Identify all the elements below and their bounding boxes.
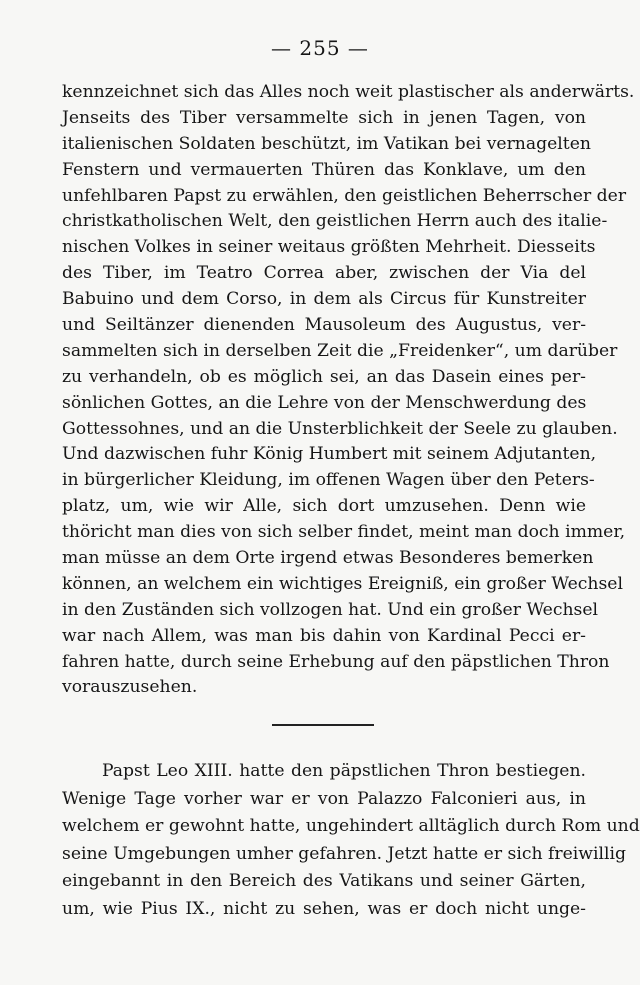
text-line: man müsse an dem Orte irgend etwas Besonderes bemerken — [62, 548, 594, 569]
text-line: welchem er gewohnt hatte, ungehindert alltäglich durch Rom und — [62, 816, 640, 836]
text-line: können, an welchem ein wichtiges Ereigniß, ein großer Wechsel — [62, 573, 623, 594]
text-line: kennzeichnet sich das Alles noch weit plastischer als anderwärts. — [62, 82, 635, 102]
text-line: eingebannt in den Bereich des Vatikans und seiner Gärten, — [62, 871, 586, 891]
text-line: nischen Volkes in seiner weitaus größten Mehrheit. Diesseits — [62, 237, 596, 258]
text-line: Jenseits des Tiber versammelte sich in jenen Tagen, von — [62, 107, 586, 128]
text-line: Und dazwischen fuhr König Humbert mit seinem Adjutanten, — [62, 444, 597, 465]
text-line: in den Zuständen sich vollzogen hat. Und ein großer Wechsel — [62, 599, 599, 620]
paragraph-2 — [62, 758, 640, 923]
text-line: Fenstern und vermauerten Thüren das Konklave, um den — [62, 159, 586, 180]
text-line: zu verhandeln, ob es möglich sei, an das Dasein eines per- — [62, 366, 586, 387]
text-line: christkatholischen Welt, den geistlichen Herrn auch des italie- — [62, 211, 608, 232]
text-line: Wenige Tage vorher war er von Palazzo Falconieri aus, in — [62, 788, 586, 809]
text-line: sammelten sich in derselben Zeit die „Freidenker“, um darüber — [62, 340, 618, 361]
text-line: war nach Allem, was man bis dahin von Kardinal Pecci er- — [62, 625, 586, 646]
text-line: Gottessohnes, und an die Unsterblichkeit der Seele zu glauben. — [62, 418, 618, 439]
section-divider — [272, 724, 374, 726]
text-line: italienischen Soldaten beschützt, im Vatikan bei vernagelten — [62, 133, 591, 154]
text-line: unfehlbaren Papst zu erwählen, den geistlichen Beherrscher der — [62, 185, 627, 206]
text-line: fahren hatte, durch seine Erhebung auf den päpstlichen Thron — [62, 651, 610, 672]
page-number: — 255 — — [271, 36, 369, 60]
text-line: Babuino und dem Corso, in dem als Circus für Kunstreiter — [62, 289, 586, 310]
text-line: Papst Leo XIII. hatte den päpstlichen Thron bestiegen. — [102, 761, 586, 781]
text-line: thöricht man dies von sich selber findet, meint man doch immer, — [62, 522, 626, 543]
text-line: um, wie Pius IX., nicht zu sehen, was er doch nicht unge- — [62, 898, 586, 919]
text-line: sönlichen Gottes, an die Lehre von der Menschwerdung des — [62, 392, 587, 413]
paragraph-1 — [62, 80, 635, 701]
text-line: in bürgerlicher Kleidung, im offenen Wagen über den Peters- — [62, 470, 595, 491]
text-line: und Seiltänzer dienenden Mausoleum des Augustus, ver- — [62, 315, 586, 336]
text-line: vorauszusehen. — [62, 677, 198, 698]
text-line: platz, um, wie wir Alle, sich dort umzusehen. Denn wie — [62, 496, 586, 517]
text-line: seine Umgebungen umher gefahren. Jetzt hatte er sich freiwillig — [62, 843, 626, 864]
text-line: des Tiber, im Teatro Correa aber, zwischen der Via del — [62, 263, 586, 284]
